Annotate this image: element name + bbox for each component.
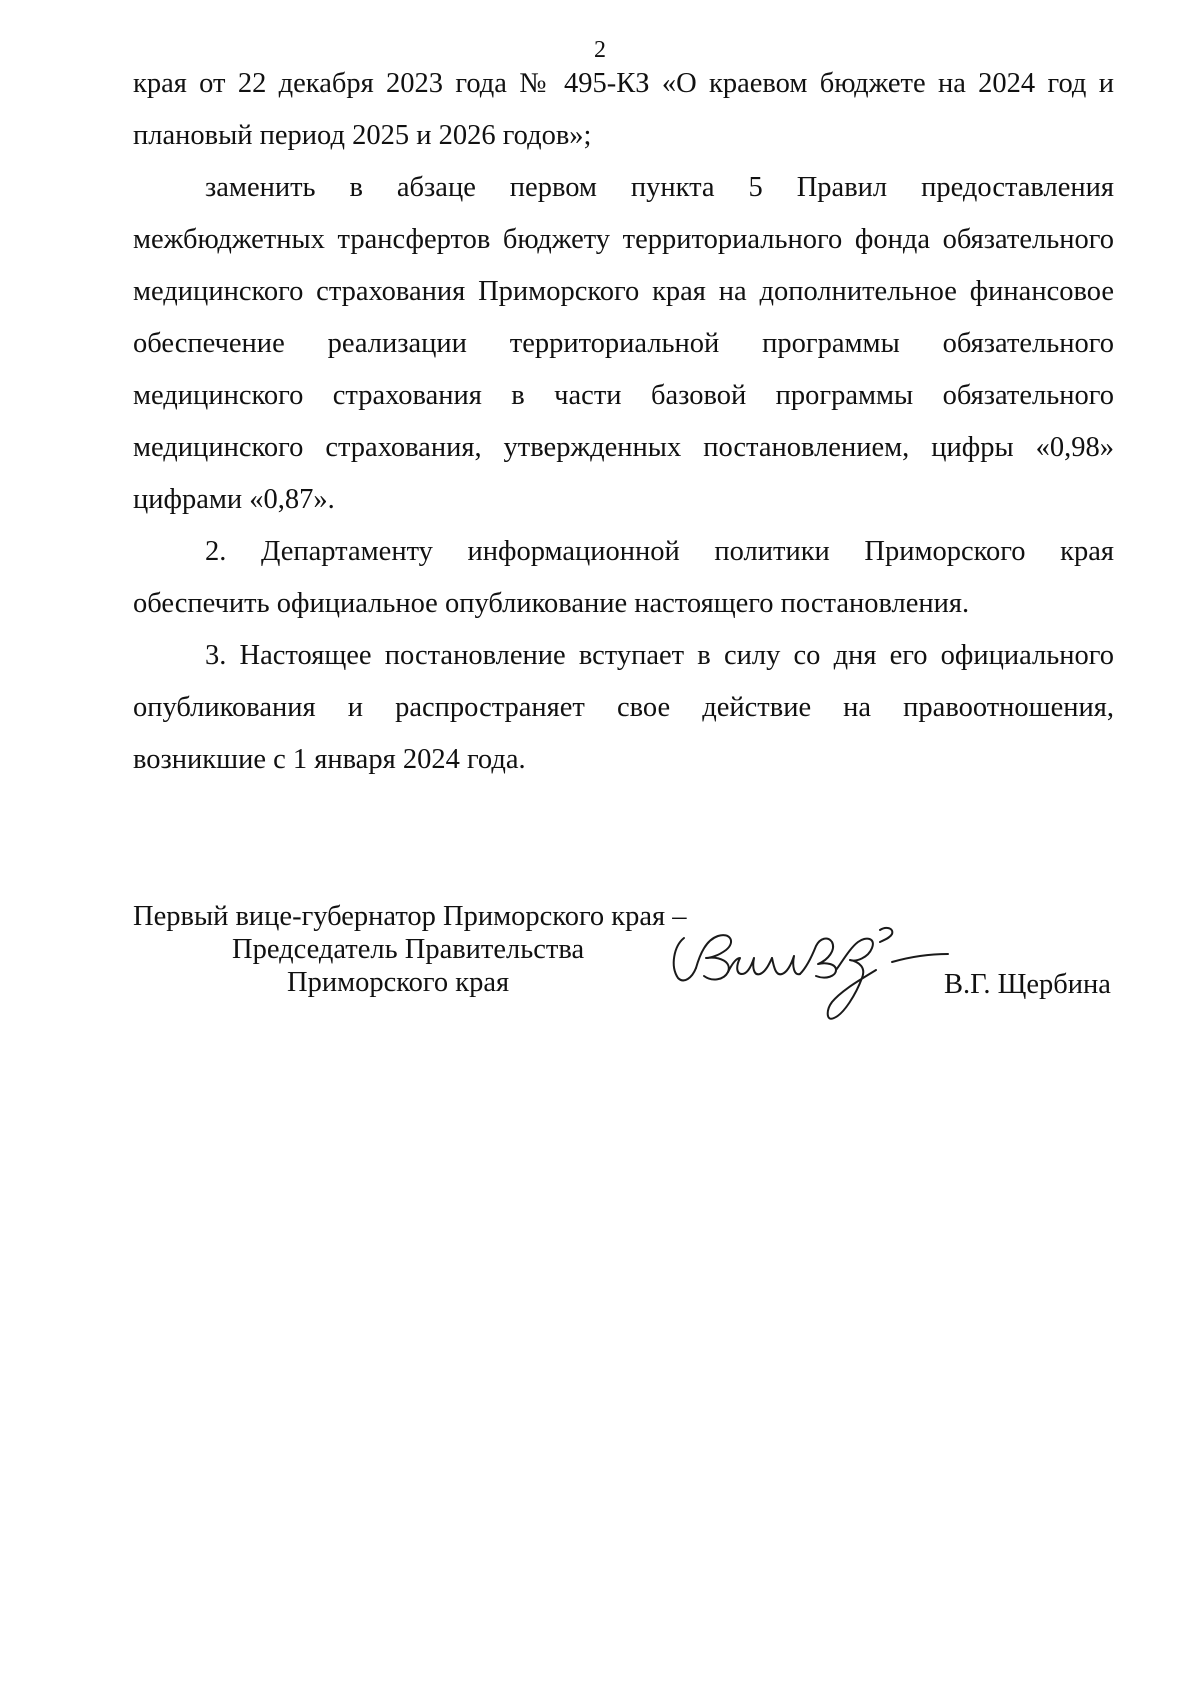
paragraph-replace-figures	[133, 162, 1114, 526]
paragraph-continuation	[133, 58, 1114, 162]
text-line: края от 22 декабря 2023 года № 495-КЗ «О краевом бюджете на 2024 год и	[133, 68, 1114, 99]
text-line: обеспечение реализации территориальной программы обязательного	[133, 328, 1114, 359]
page-number: 2	[594, 37, 606, 63]
handwritten-signature	[666, 918, 966, 1028]
text-line: цифрами «0,87».	[133, 484, 335, 515]
text-line: 3. Настоящее постановление вступает в силу со дня его официального	[205, 640, 1114, 671]
text-line: медицинского страхования, утвержденных постановлением, цифры «0,98»	[133, 432, 1114, 463]
signatory-title-line-3: Приморского края	[287, 967, 510, 998]
text-line: 2. Департаменту информационной политики Приморского края	[205, 536, 1114, 567]
text-line: возникшие с 1 января 2024 года.	[133, 744, 526, 775]
paragraph-item-2	[133, 526, 1114, 630]
text-line: межбюджетных трансфертов бюджету территориального фонда обязательного	[133, 224, 1114, 255]
paragraph-item-3	[133, 630, 1114, 786]
signatory-name: В.Г. Щербина	[944, 969, 1111, 1000]
text-line: плановый период 2025 и 2026 годов»;	[133, 120, 592, 151]
text-line: медицинского страхования в части базовой программы обязательного	[133, 380, 1114, 411]
text-line: заменить в абзаце первом пункта 5 Правил предоставления	[205, 172, 1114, 203]
signatory-title-line-1: Первый вице-губернатор Приморского края –	[133, 901, 687, 932]
signatory-title-line-2: Председатель Правительства	[232, 934, 585, 965]
text-line: опубликования и распространяет свое действие на правоотношения,	[133, 692, 1114, 723]
text-line: медицинского страхования Приморского края на дополнительное финансовое	[133, 276, 1114, 307]
signature-block	[133, 900, 1114, 1020]
text-line: обеспечить официальное опубликование настоящего постановления.	[133, 588, 970, 619]
document-body	[133, 58, 1114, 786]
